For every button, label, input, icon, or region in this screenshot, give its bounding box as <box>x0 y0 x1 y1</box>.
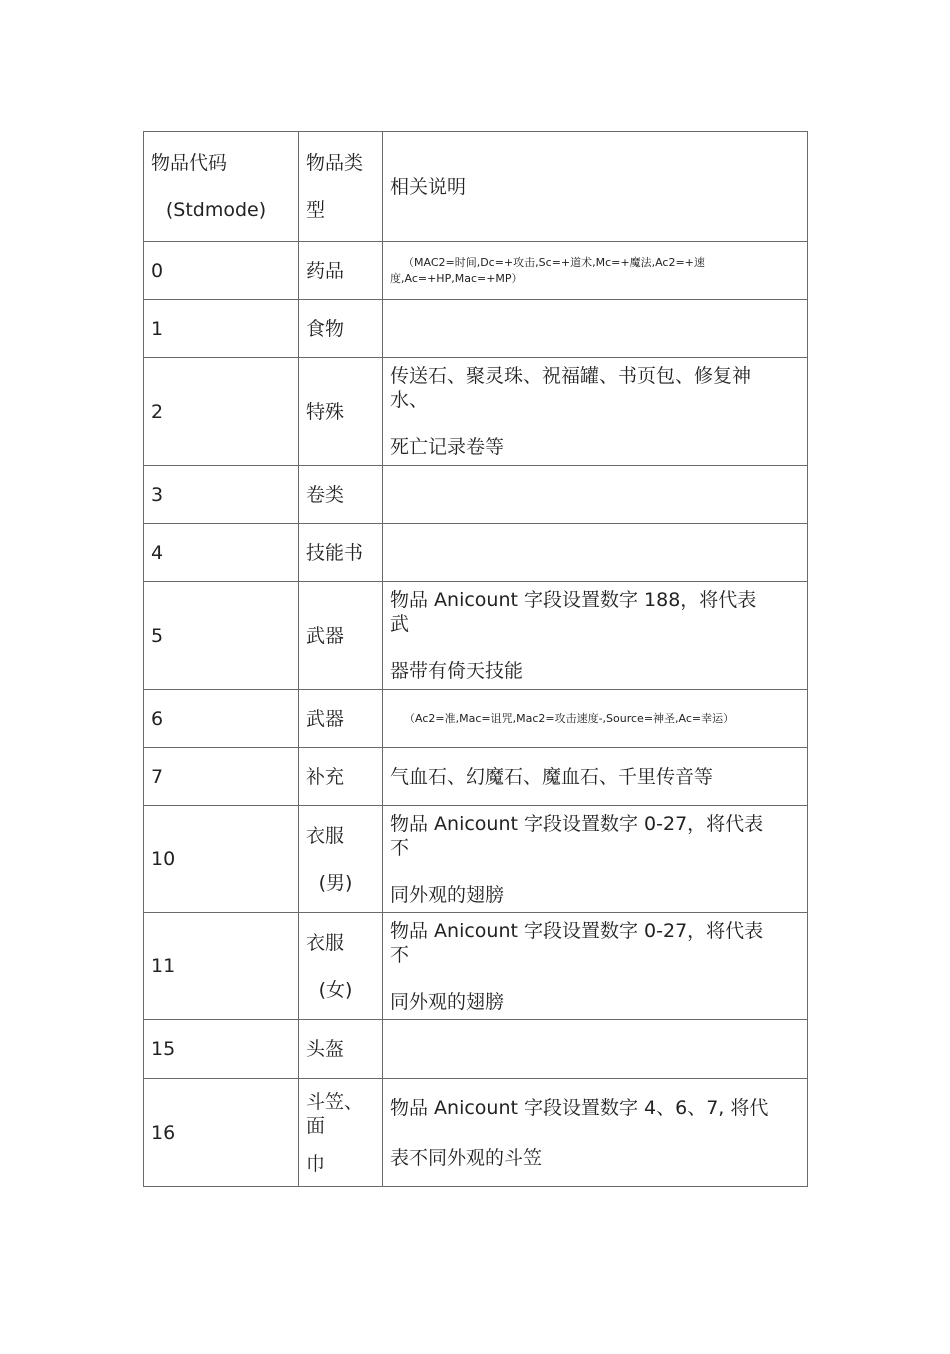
row-type: 补充 <box>299 748 383 806</box>
row-type: 卷类 <box>299 466 383 524</box>
row-desc <box>383 524 808 582</box>
row-type: 斗笠、 面 巾 <box>299 1079 383 1187</box>
row-desc: （MAC2=时间,Dc=+攻击,Sc=+道术,Mc=+魔法,Ac2=+速 度,Ac=+HP,Mac=+MP） <box>383 242 808 300</box>
row-desc: 物品 Anicount 字段设置数字 0-27，将代表 不 同外观的翅膀 <box>383 806 808 913</box>
table-row <box>144 300 808 358</box>
row-type: 衣服 (男) <box>299 806 383 913</box>
row-code: 11 <box>144 913 299 1020</box>
header-code-label: 物品代码 <box>151 152 228 174</box>
header-type-cell <box>299 132 383 242</box>
row-code: 3 <box>144 466 299 524</box>
row-desc <box>383 1020 808 1079</box>
row-desc <box>383 466 808 524</box>
row-code: 2 <box>144 358 299 466</box>
row-type: 武器 <box>299 582 383 690</box>
header-desc-label: 相关说明 <box>390 175 467 198</box>
row-type: 衣服 (女) <box>299 913 383 1020</box>
row-code: 10 <box>144 806 299 913</box>
row-type: 头盔 <box>299 1020 383 1079</box>
header-type-label: 物品类 <box>306 152 364 174</box>
header-code-cell <box>144 132 299 242</box>
table-row <box>144 1020 808 1079</box>
row-code: 1 <box>144 300 299 358</box>
header-desc-cell <box>383 132 808 242</box>
row-code: 16 <box>144 1079 299 1187</box>
row-code: 0 <box>144 242 299 300</box>
table-row <box>144 582 808 690</box>
table-row <box>144 1079 808 1187</box>
row-desc: （Ac2=准,Mac=诅咒,Mac2=攻击速度-,Source=神圣,Ac=幸运） <box>383 690 808 748</box>
table-row <box>144 806 808 913</box>
row-type: 武器 <box>299 690 383 748</box>
row-desc: 物品 Anicount 字段设置数字 188，将代表 武 器带有倚天技能 <box>383 582 808 690</box>
header-type-label-cont: 型 <box>306 199 326 221</box>
table-row <box>144 242 808 300</box>
row-type: 食物 <box>299 300 383 358</box>
header-code-sublabel: (Stdmode) <box>165 199 267 221</box>
table-row <box>144 748 808 806</box>
table-header-row <box>144 132 808 242</box>
row-code: 7 <box>144 748 299 806</box>
row-code: 15 <box>144 1020 299 1079</box>
row-desc: 物品 Anicount 字段设置数字 4、6、7, 将代 表不同外观的斗笠 <box>383 1079 808 1187</box>
table-row <box>144 913 808 1020</box>
row-code: 5 <box>144 582 299 690</box>
stdmode-table <box>143 131 808 1187</box>
row-desc: 气血石、幻魔石、魔血石、千里传音等 <box>383 748 808 806</box>
row-code: 4 <box>144 524 299 582</box>
table-row <box>144 466 808 524</box>
row-type: 药品 <box>299 242 383 300</box>
row-desc: 传送石、聚灵珠、祝福罐、书页包、修复神 水、 死亡记录卷等 <box>383 358 808 466</box>
table-row <box>144 524 808 582</box>
table-row <box>144 690 808 748</box>
row-type: 特殊 <box>299 358 383 466</box>
row-type: 技能书 <box>299 524 383 582</box>
row-desc: 物品 Anicount 字段设置数字 0-27，将代表 不 同外观的翅膀 <box>383 913 808 1020</box>
row-desc <box>383 300 808 358</box>
row-code: 6 <box>144 690 299 748</box>
table-row <box>144 358 808 466</box>
